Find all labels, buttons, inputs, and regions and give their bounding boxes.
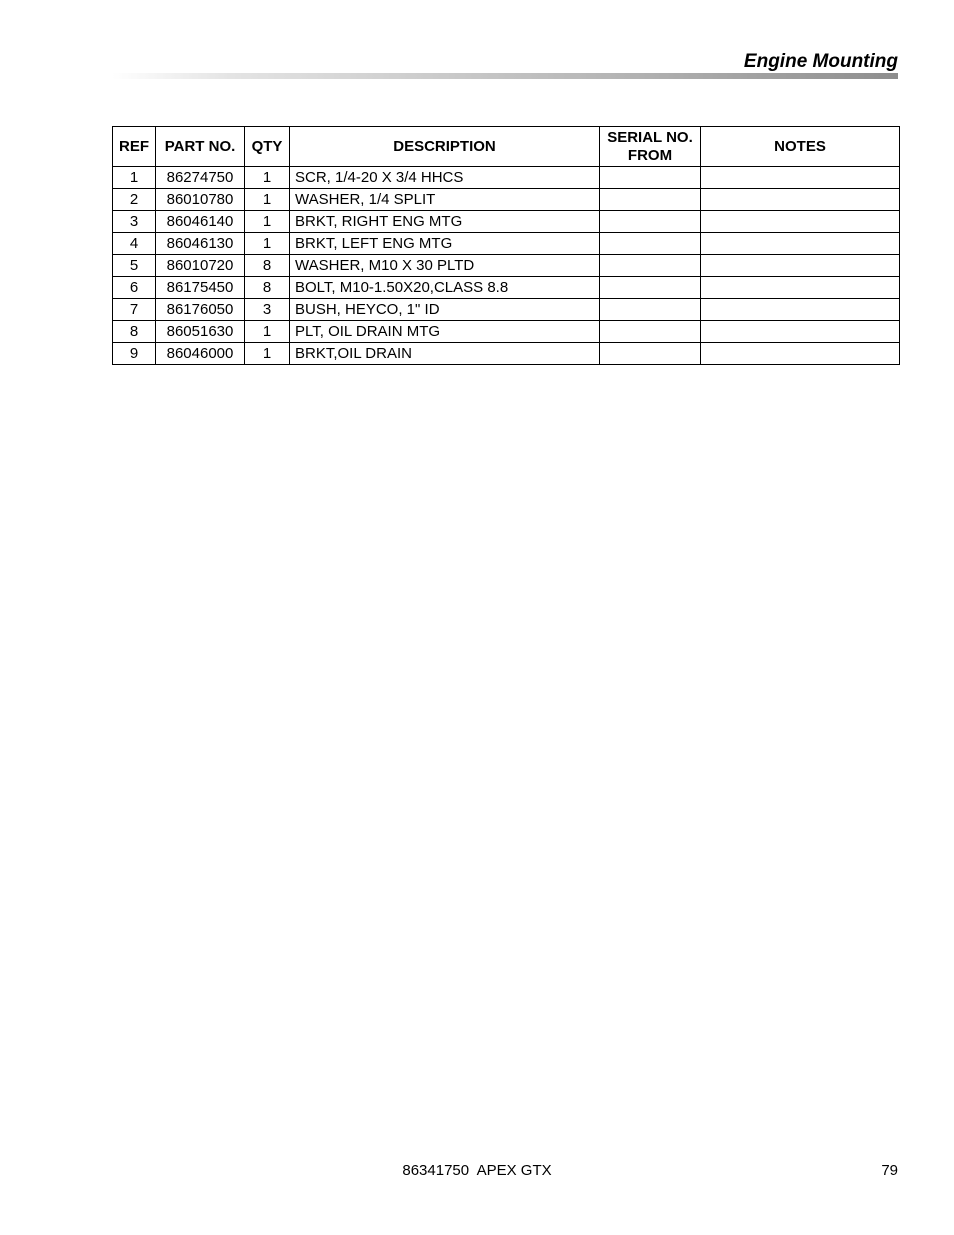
cell-qty: 3 (245, 299, 290, 321)
cell-serial (600, 189, 701, 211)
table-row (113, 255, 900, 277)
table-row (113, 299, 900, 321)
cell-description: PLT, OIL DRAIN MTG (290, 321, 600, 343)
cell-ref: 1 (113, 167, 156, 189)
cell-notes (701, 321, 900, 343)
cell-part-no: 86010720 (156, 255, 245, 277)
cell-description: BOLT, M10-1.50X20,CLASS 8.8 (290, 277, 600, 299)
cell-ref: 9 (113, 343, 156, 365)
cell-description: SCR, 1/4-20 X 3/4 HHCS (290, 167, 600, 189)
cell-part-no: 86046130 (156, 233, 245, 255)
cell-serial (600, 167, 701, 189)
column-header-ref: REF (113, 127, 156, 167)
column-header-part-no: PART NO. (156, 127, 245, 167)
cell-description: BRKT, RIGHT ENG MTG (290, 211, 600, 233)
cell-serial (600, 321, 701, 343)
cell-qty: 1 (245, 343, 290, 365)
cell-ref: 3 (113, 211, 156, 233)
cell-notes (701, 299, 900, 321)
column-header-description: DESCRIPTION (290, 127, 600, 167)
cell-description: BUSH, HEYCO, 1" ID (290, 299, 600, 321)
header-rule (112, 73, 898, 79)
cell-part-no: 86176050 (156, 299, 245, 321)
cell-qty: 8 (245, 277, 290, 299)
cell-ref: 4 (113, 233, 156, 255)
cell-notes (701, 277, 900, 299)
footer-doc-id: 86341750 APEX GTX (402, 1162, 552, 1179)
column-header-qty: QTY (245, 127, 290, 167)
cell-part-no: 86046140 (156, 211, 245, 233)
cell-serial (600, 211, 701, 233)
cell-notes (701, 189, 900, 211)
table-row (113, 277, 900, 299)
cell-ref: 7 (113, 299, 156, 321)
table-row (113, 343, 900, 365)
cell-part-no: 86046000 (156, 343, 245, 365)
cell-serial (600, 233, 701, 255)
cell-ref: 6 (113, 277, 156, 299)
column-header-serial-no-from (600, 127, 701, 167)
cell-notes (701, 167, 900, 189)
table-row (113, 233, 900, 255)
cell-qty: 1 (245, 321, 290, 343)
cell-notes (701, 211, 900, 233)
parts-table (112, 126, 900, 365)
cell-serial (600, 343, 701, 365)
cell-notes (701, 233, 900, 255)
cell-ref: 2 (113, 189, 156, 211)
cell-qty: 1 (245, 211, 290, 233)
table-header-row (113, 127, 900, 167)
cell-qty: 1 (245, 233, 290, 255)
cell-notes (701, 255, 900, 277)
cell-part-no: 86175450 (156, 277, 245, 299)
cell-description: BRKT,OIL DRAIN (290, 343, 600, 365)
cell-serial (600, 255, 701, 277)
serial-header-line1: SERIAL NO. (607, 128, 693, 146)
table-row (113, 167, 900, 189)
table-row (113, 321, 900, 343)
cell-qty: 1 (245, 167, 290, 189)
cell-serial (600, 277, 701, 299)
table-row (113, 189, 900, 211)
cell-ref: 5 (113, 255, 156, 277)
cell-serial (600, 299, 701, 321)
serial-header-line2: FROM (627, 146, 673, 164)
cell-notes (701, 343, 900, 365)
cell-part-no: 86010780 (156, 189, 245, 211)
cell-qty: 1 (245, 189, 290, 211)
cell-description: WASHER, 1/4 SPLIT (290, 189, 600, 211)
cell-description: BRKT, LEFT ENG MTG (290, 233, 600, 255)
cell-part-no: 86051630 (156, 321, 245, 343)
table-row (113, 211, 900, 233)
cell-ref: 8 (113, 321, 156, 343)
section-title: Engine Mounting (743, 51, 898, 72)
cell-description: WASHER, M10 X 30 PLTD (290, 255, 600, 277)
cell-part-no: 86274750 (156, 167, 245, 189)
page-number: 79 (881, 1162, 898, 1179)
column-header-notes: NOTES (701, 127, 900, 167)
cell-qty: 8 (245, 255, 290, 277)
